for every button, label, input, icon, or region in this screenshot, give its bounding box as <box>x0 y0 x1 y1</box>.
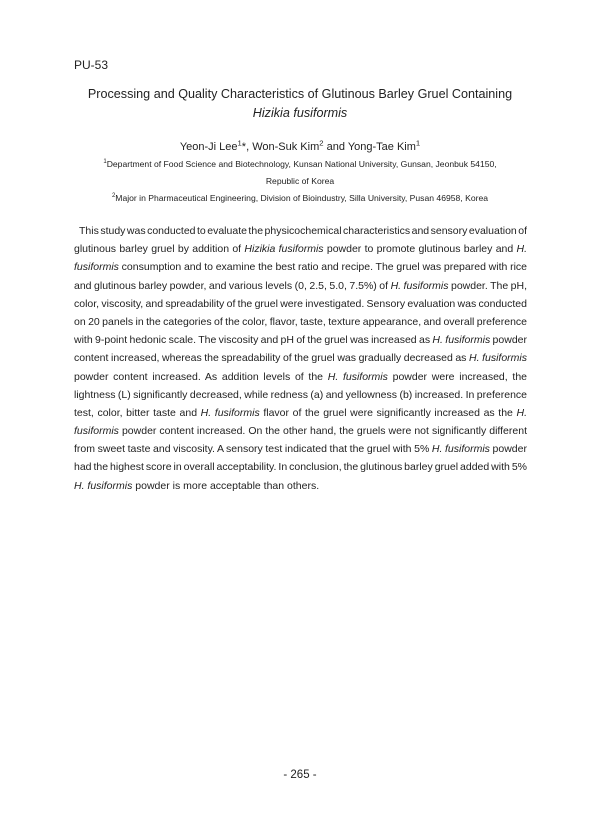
abstract-line <box>74 368 527 386</box>
abstract-line <box>74 295 527 313</box>
species-name: H. fusiformis <box>327 370 388 383</box>
abstract-text: had the highest score in overall acceptability. In conclusion, the glutinous barley gruel added with 5% <box>74 461 527 474</box>
author-2: Won-Suk Kim <box>252 141 320 153</box>
abstract-text: test, color, bitter taste and <box>74 406 201 419</box>
abstract-line <box>74 458 527 476</box>
abstract-text: powder <box>490 334 527 347</box>
abstract-text: and glutinous barley powder, and various levels (0, 2.5, 5.0, 7.5%) of <box>74 279 391 292</box>
abstract-line <box>74 349 527 367</box>
abstract-body <box>74 222 527 495</box>
species-name: H. fusiformis <box>390 279 449 292</box>
affiliation-1-number: 1 <box>103 159 107 166</box>
abstract-text: lightness (L) significantly decreased, while redness (a) and yellowness (b) increased. In preference <box>74 388 527 401</box>
species-name: fusiformis <box>74 261 119 274</box>
paper-title <box>0 85 600 123</box>
abstract-text: content increased, whereas the spreadability of the gruel was gradually decreased as <box>74 352 469 365</box>
abstract-line <box>74 422 527 440</box>
abstract-text: glutinous barley gruel by addition of <box>74 243 245 256</box>
abstract-line <box>74 477 527 495</box>
title-species: Hizikia fusiformis <box>252 106 348 120</box>
species-name: Hizikia fusiformis <box>244 243 324 256</box>
affiliation-2 <box>0 190 600 207</box>
species-name: H. fusiformis <box>469 352 527 365</box>
title-line-1: Processing and Quality Characteristics of Glutinous Barley Gruel Containing <box>87 87 513 101</box>
author-2-affiliation: 2 <box>319 138 324 148</box>
affiliation-1-line-2: Republic of Korea <box>265 176 335 186</box>
abstract-text: powder. The pH, <box>448 279 527 292</box>
author-3: Yong-Tae Kim <box>347 141 416 153</box>
author-separator: and <box>323 141 348 153</box>
abstract-text: This study was conducted to evaluate the physicochemical characteristics and sensory evaluation of <box>79 225 527 237</box>
author-3-affiliation: 1 <box>415 138 421 148</box>
abstract-line <box>74 258 527 276</box>
corresponding-mark: * <box>241 141 247 153</box>
abstract-line <box>74 222 527 240</box>
abstract-text: powder is more acceptable than others. <box>132 479 320 492</box>
abstract-text: flavor of the gruel were significantly increased as the <box>259 406 517 419</box>
species-name: H. fusiformis <box>431 443 490 456</box>
author-1: Yeon-Ji Lee <box>179 141 238 153</box>
abstract-text: with 9-point hedonic scale. The viscosity and pH of the gruel was increased as <box>74 334 433 347</box>
abstract-line <box>74 277 527 295</box>
species-name: fusiformis <box>74 425 119 438</box>
abstract-line <box>74 440 527 458</box>
author-separator: , <box>246 141 253 153</box>
abstract-text: powder <box>489 443 527 456</box>
affiliation-2-number: 2 <box>111 193 116 200</box>
affiliation-1-line-1: Department of Food Science and Biotechnology, Kunsan National University, Gunsan, Jeonbuk 54150, <box>106 159 497 169</box>
affiliation-2-text: Major in Pharmaceutical Engineering, Division of Bioindustry, Silla University, Pusan 46958, Korea <box>115 193 489 203</box>
abstract-line <box>74 313 527 331</box>
abstract-line <box>74 386 527 404</box>
page-number: - 265 - <box>283 769 317 781</box>
abstract-text: on 20 panels in the categories of the color, flavor, taste, texture appearance, and overall preference <box>74 315 527 328</box>
abstract-text: powder were increased, the <box>387 370 527 383</box>
abstract-text: powder to promote glutinous barley and <box>323 243 517 256</box>
species-name: H. <box>516 406 527 419</box>
abstract-text: powder content increased. On the other hand, the gruels were not significantly different <box>118 425 527 438</box>
species-name: H. fusiformis <box>432 334 491 347</box>
authors <box>0 138 600 153</box>
title-line-2 <box>0 104 600 123</box>
abstract-code: PU-53 <box>74 58 109 72</box>
species-name: H. fusiformis <box>200 406 260 419</box>
abstract-line <box>74 240 527 258</box>
abstract-text: from sweet taste and viscosity. A sensory test indicated that the gruel with 5% <box>74 443 432 456</box>
abstract-text: powder content increased. As addition levels of the <box>74 370 328 383</box>
species-name: H. fusiformis <box>74 479 133 492</box>
species-name: H. <box>516 243 527 256</box>
affiliation-1 <box>0 156 600 190</box>
abstract-text: consumption and to examine the best ratio and recipe. The gruel was prepared with rice <box>118 261 527 274</box>
abstract-text: color, viscosity, and spreadability of the gruel were investigated. Sensory evaluation was conducted <box>74 297 527 310</box>
abstract-line <box>74 404 527 422</box>
author-1-affiliation: 1 <box>237 138 242 148</box>
abstract-line <box>74 331 527 349</box>
